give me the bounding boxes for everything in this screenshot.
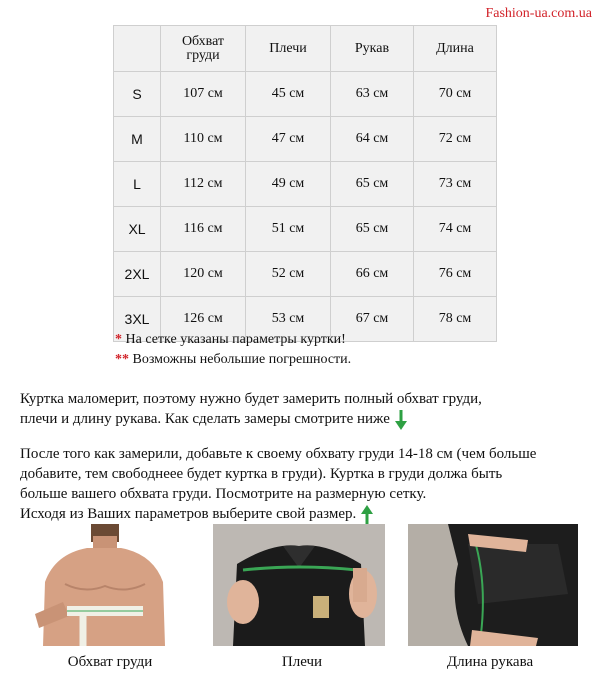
note-text: Возможны небольшие погрешности. [132, 352, 352, 367]
paragraph-instructions [20, 444, 536, 525]
length-cell: 78 см [414, 297, 497, 342]
table-header-row [114, 26, 497, 72]
shoulders-cell: 53 см [246, 297, 331, 342]
table-row [114, 162, 497, 207]
chest-cell: 112 см [161, 162, 246, 207]
table-header [114, 26, 161, 72]
chest-cell: 107 см [161, 72, 246, 117]
table-header: Рукав [331, 26, 414, 72]
paragraph-measure [20, 389, 482, 430]
sleeve-cell: 64 см [331, 117, 414, 162]
chest-cell: 110 см [161, 117, 246, 162]
chest-measurement-photo [25, 524, 183, 646]
note-marker: * [115, 332, 122, 347]
caption-shoulders: Плечи [281, 654, 323, 670]
size-cell: 3XL [114, 297, 161, 342]
length-cell: 73 см [414, 162, 497, 207]
paragraph-line: Куртка маломерит, поэтому нужно будет замерить полный обхват груди, [20, 391, 482, 407]
note-text: На сетке указаны параметры куртки! [125, 332, 346, 347]
table-row [114, 252, 497, 297]
note-errors [115, 352, 351, 368]
paragraph-line: плечи и длину рукава. Как сделать замеры смотрите ниже [20, 409, 482, 430]
paragraph-line: После того как замерили, добавьте к своему обхвату груди 14-18 см (чем больше [20, 446, 537, 462]
size-cell: L [114, 162, 161, 207]
length-cell: 76 см [414, 252, 497, 297]
size-cell: S [114, 72, 161, 117]
length-cell: 70 см [414, 72, 497, 117]
shoulders-cell: 52 см [246, 252, 331, 297]
table-header: Обхват груди [161, 26, 246, 72]
arrow-down-icon [394, 410, 408, 430]
table-row [114, 117, 497, 162]
sleeve-cell: 65 см [331, 207, 414, 252]
caption-sleeve: Длина рукава [446, 654, 534, 670]
size-cell: XL [114, 207, 161, 252]
chest-cell: 116 см [161, 207, 246, 252]
size-table [113, 25, 497, 342]
arrow-up-icon [360, 505, 374, 525]
paragraph-line: добавите, тем свободнеее будет куртка в груди). Куртка в груди должа быть [20, 466, 503, 482]
size-cell: 2XL [114, 252, 161, 297]
sleeve-cell: 67 см [331, 297, 414, 342]
shoulders-cell: 51 см [246, 207, 331, 252]
sleeve-cell: 63 см [331, 72, 414, 117]
shoulders-cell: 45 см [246, 72, 331, 117]
watermark: Fashion-ua.com.ua [485, 6, 592, 21]
sleeve-measurement-photo [408, 524, 578, 646]
note-marker: ** [115, 352, 129, 367]
sleeve-cell: 65 см [331, 162, 414, 207]
table-row [114, 207, 497, 252]
shoulders-measurement-photo [213, 524, 385, 646]
sleeve-cell: 66 см [331, 252, 414, 297]
paragraph-line: Исходя из Ваших параметров выберите свой размер. [20, 504, 536, 525]
table-row [114, 72, 497, 117]
chest-cell: 126 см [161, 297, 246, 342]
caption-chest: Обхват груди [67, 654, 153, 670]
length-cell: 74 см [414, 207, 497, 252]
shoulders-cell: 49 см [246, 162, 331, 207]
size-cell: M [114, 117, 161, 162]
table-header: Плечи [246, 26, 331, 72]
shoulders-cell: 47 см [246, 117, 331, 162]
length-cell: 72 см [414, 117, 497, 162]
note-params [115, 332, 346, 348]
chest-cell: 120 см [161, 252, 246, 297]
table-header: Длина [414, 26, 497, 72]
paragraph-line: больше вашего обхвата груди. Посмотрите на размерную сетку. [20, 486, 427, 502]
